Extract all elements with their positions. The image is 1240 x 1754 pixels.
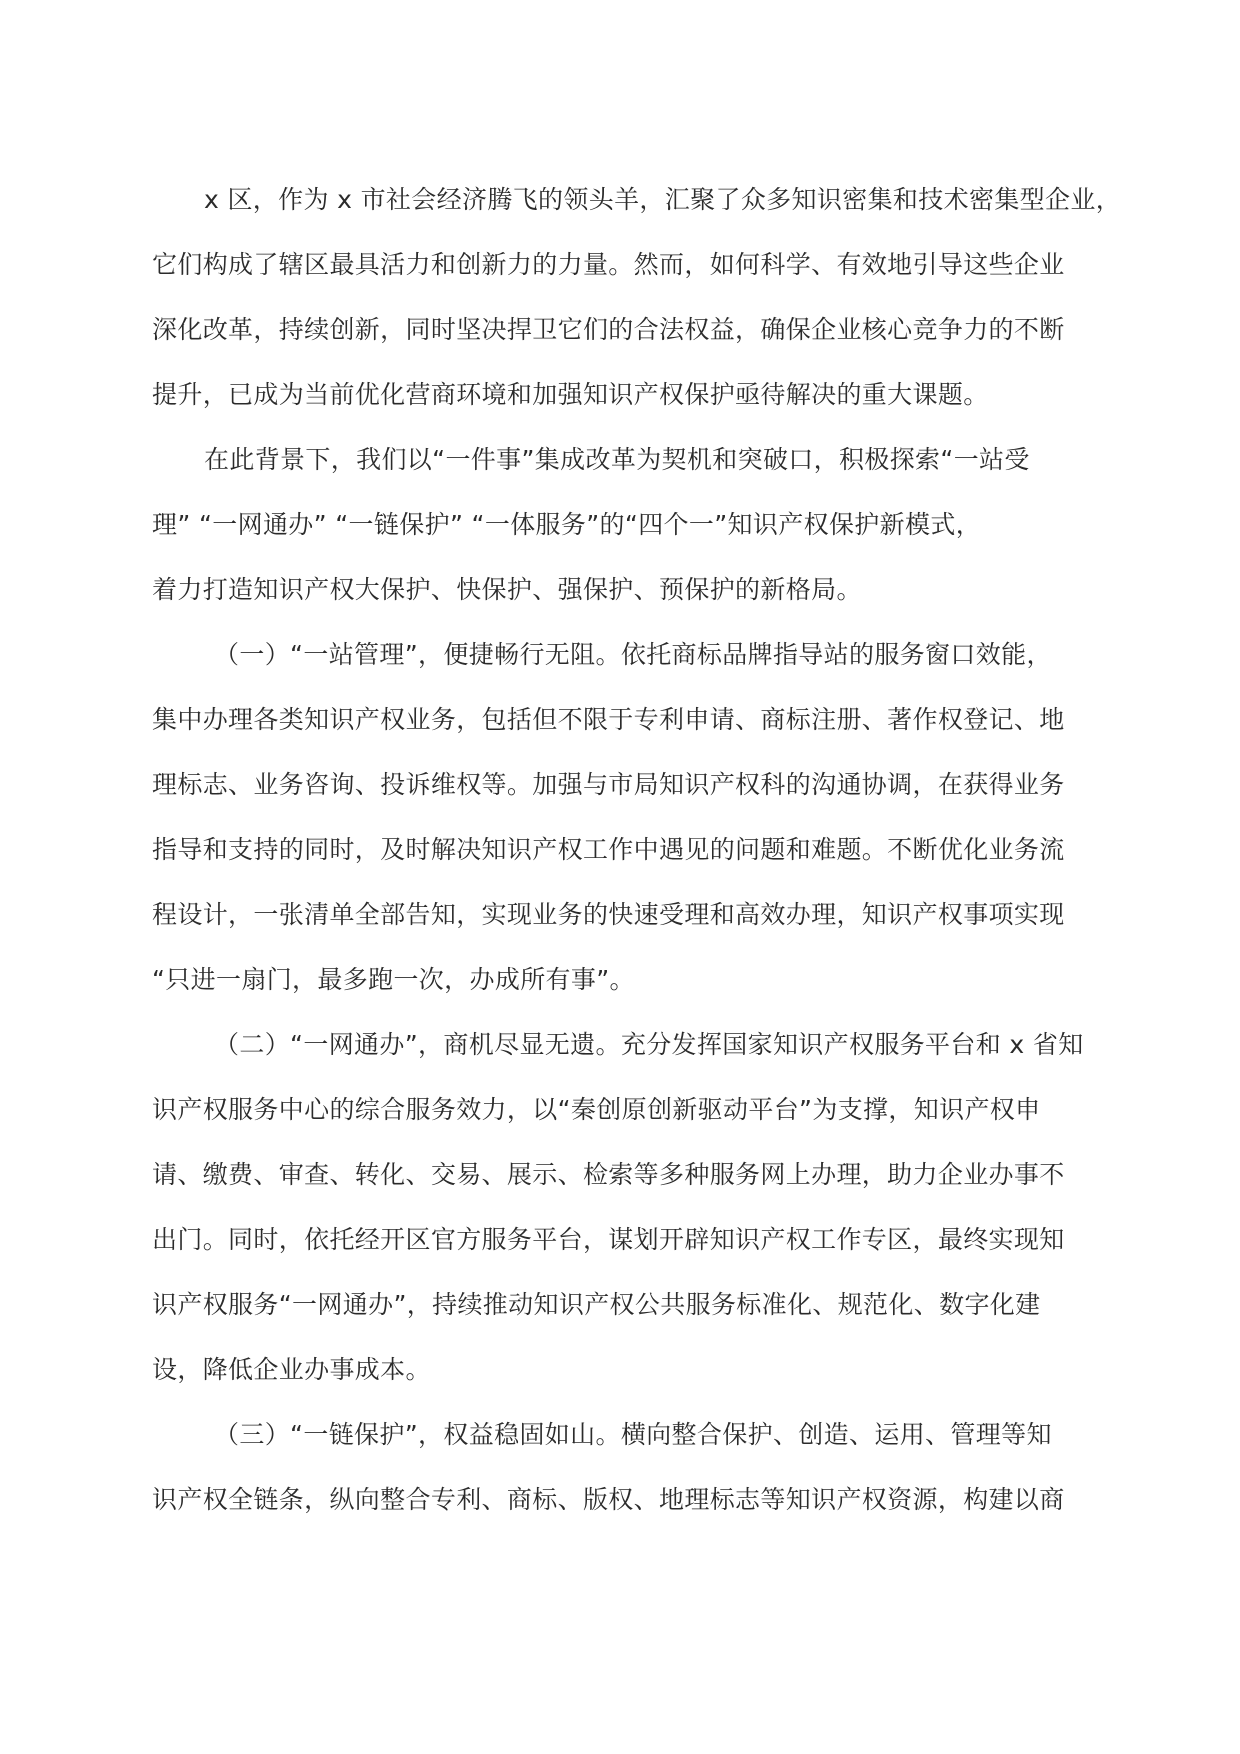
text-line: （一）“一站管理”，便捷畅行无阻。依托商标品牌指导站的服务窗口效能， bbox=[214, 640, 1052, 669]
text-line: 集中办理各类知识产权业务，包括但不限于专利申请、商标注册、著作权登记、地 bbox=[152, 705, 1065, 734]
text-line: 请、缴费、审查、转化、交易、展示、检索等多种服务网上办理，助力企业办事不 bbox=[152, 1160, 1065, 1189]
text-line: 程设计，一张清单全部告知，实现业务的快速受理和高效办理，知识产权事项实现 bbox=[152, 900, 1065, 929]
paragraph-section-3 bbox=[152, 1420, 1087, 1550]
document-body bbox=[152, 185, 1122, 1550]
paragraph-section-2 bbox=[152, 1030, 1087, 1420]
text-line: （三）“一链保护”，权益稳固如山。横向整合保护、创造、运用、管理等知 bbox=[214, 1420, 1052, 1449]
text-line: 识产权全链条，纵向整合专利、商标、版权、地理标志等知识产权资源，构建以商 bbox=[152, 1485, 1065, 1514]
text-line: 它们构成了辖区最具活力和创新力的力量。然而，如何科学、有效地引导这些企业 bbox=[152, 250, 1065, 279]
text-line: 识产权服务中心的综合服务效力，以“秦创原创新驱动平台”为支撑，知识产权申 bbox=[152, 1095, 1041, 1124]
paragraph-background bbox=[152, 445, 1087, 640]
text-line: x 区，作为 x 市社会经济腾飞的领头羊，汇聚了众多知识密集和技术密集型企业， bbox=[204, 185, 1122, 214]
text-line: （二）“一网通办”，商机尽显无遗。充分发挥国家知识产权服务平台和 x 省知 bbox=[214, 1030, 1084, 1059]
text-line: 深化改革，持续创新，同时坚决捍卫它们的合法权益，确保企业核心竞争力的不断 bbox=[152, 315, 1065, 344]
text-line: 设，降低企业办事成本。 bbox=[152, 1355, 431, 1384]
text-line: “只进一扇门，最多跑一次，办成所有事”。 bbox=[152, 965, 635, 994]
paragraph-intro bbox=[152, 185, 1122, 445]
text-line: 理标志、业务咨询、投诉维权等。加强与市局知识产权科的沟通协调，在获得业务 bbox=[152, 770, 1065, 799]
text-line: 理” “一网通办” “一链保护” “一体服务”的“四个一”知识产权保护新模式， bbox=[152, 510, 982, 539]
text-line: 提升，已成为当前优化营商环境和加强知识产权保护亟待解决的重大课题。 bbox=[152, 380, 989, 409]
text-line: 出门。同时，依托经开区官方服务平台，谋划开辟知识产权工作专区，最终实现知 bbox=[152, 1225, 1065, 1254]
text-line: 识产权服务“一网通办”，持续推动知识产权公共服务标准化、规范化、数字化建 bbox=[152, 1290, 1041, 1319]
text-line: 在此背景下，我们以“一件事”集成改革为契机和突破口，积极探索“一站受 bbox=[204, 445, 1030, 474]
text-line: 着力打造知识产权大保护、快保护、强保护、预保护的新格局。 bbox=[152, 575, 862, 604]
text-line: 指导和支持的同时，及时解决知识产权工作中遇见的问题和难题。不断优化业务流 bbox=[152, 835, 1065, 864]
paragraph-section-1 bbox=[152, 640, 1087, 1030]
